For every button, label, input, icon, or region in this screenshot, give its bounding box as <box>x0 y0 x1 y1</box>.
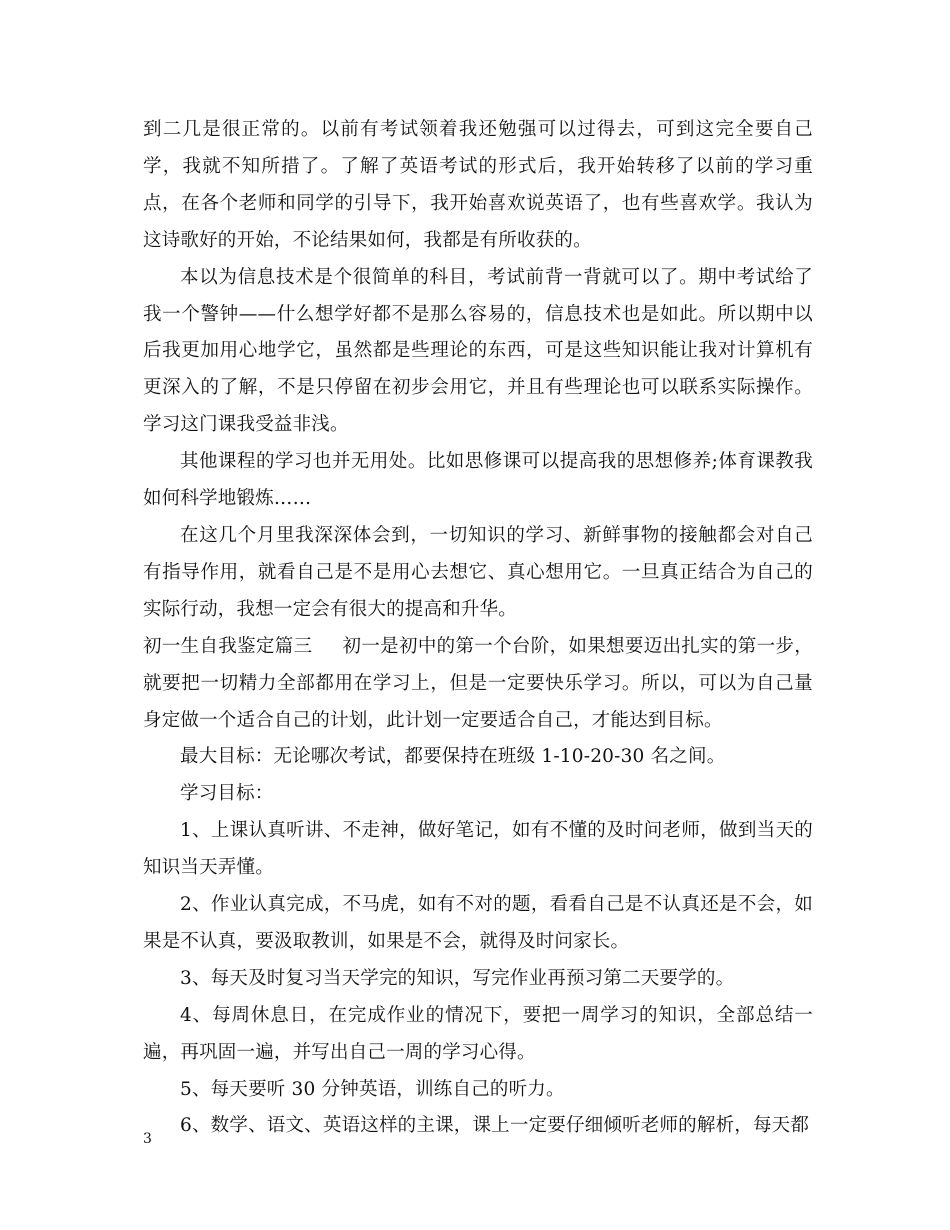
list-item: 5、每天要听 30 分钟英语，训练自己的听力。 <box>180 1078 565 1100</box>
list-item: 3、每天及时复习当天学完的知识，写完作业再预习第二天要学的。 <box>180 967 735 989</box>
section-heading: 初一生自我鉴定篇三 <box>143 635 313 657</box>
list-item: 4、每周休息日，在完成作业的情况下，要把一周学习的知识，全部总结一遍，再巩固一遍，并写出自己一周的学习心得。 <box>143 1004 813 1063</box>
document-body <box>143 112 813 1145</box>
paragraph: 本以为信息技术是个很简单的科目，考试前背一背就可以了。期中考试给了我一个警钟——什么想学好都不是那么容易的，信息技术也是如此。所以期中以后我更加用心地学它，虽然都是些理论的东西，可是这些知识能让我对计算机有更深入的了解，不是只停留在初步会用它，并且有些理论也可以联系实际操作。学习这门课我受益非浅。 <box>143 266 813 436</box>
list-item: 6、数学、语文、英语这样的主课，课上一定要仔细倾听老师的解析，每天都 <box>180 1115 810 1137</box>
page-number: 3 <box>143 1131 152 1147</box>
paragraph: 在这几个月里我深深体会到，一切知识的学习、新鲜事物的接触都会对自己有指导作用，就看自己是不是用心去想它、真心想用它。一旦真正结合为自己的实际行动，我想一定会有很大的提高和升华。 <box>143 524 813 620</box>
list-item: 2、作业认真完成，不马虎，如有不对的题，看看自己是不认真还是不会，如果是不认真，要汲取教训，如果是不会，就得及时问家长。 <box>143 894 813 952</box>
section-paragraph <box>143 629 813 740</box>
section-text: 初一是初中的第一个台阶，如果想要迈出扎实的第一步，就要把一切精力全部都用在学习上，但是一定要快乐学习。所以，可以为自己量身定做一个适合自己的计划，此计划一定要适合自己，才能达到目标。 <box>143 635 813 731</box>
paragraph: 到二几是很正常的。以前有考试领着我还勉强可以过得去，可到这完全要自己学，我就不知所措了。了解了英语考试的形式后，我开始转移了以前的学习重点，在各个老师和同学的引导下，我开始喜欢说英语了，也有些喜欢学。我认为这诗歌好的开始，不论结果如何，我都是有所收获的。 <box>143 119 813 251</box>
paragraph: 其他课程的学习也并无用处。比如思修课可以提高我的思想修养;体育课教我如何科学地锻炼…… <box>143 451 813 510</box>
list-item: 1、上课认真听讲、不走神，做好笔记，如有不懂的及时问老师，做到当天的知识当天弄懂。 <box>143 820 813 879</box>
paragraph: 学习目标： <box>180 783 274 805</box>
paragraph: 最大目标：无论哪次考试，都要保持在班级 1-10-20-30 名之间。 <box>180 746 726 768</box>
